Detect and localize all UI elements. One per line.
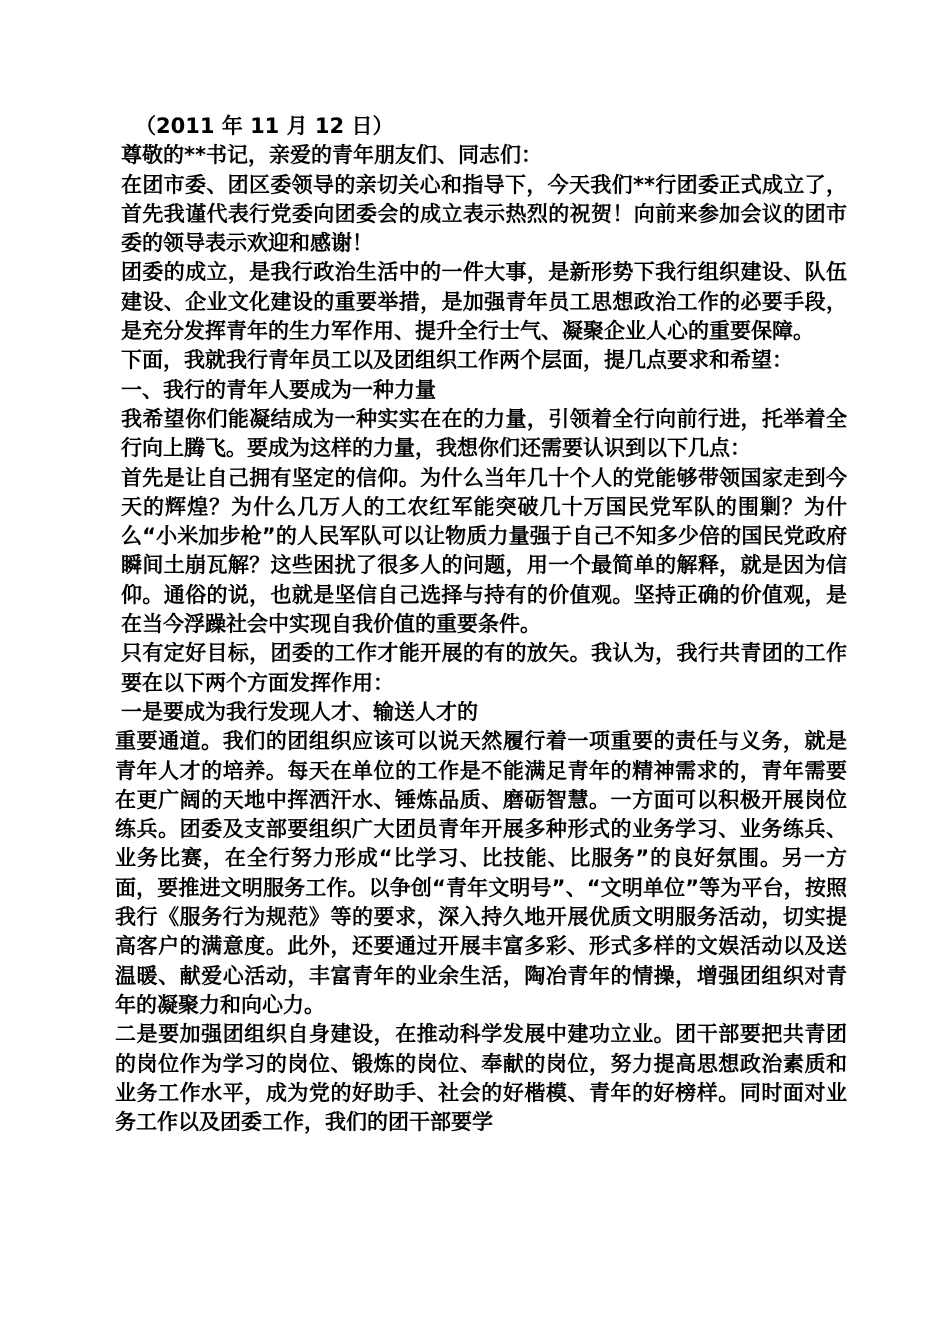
paragraph-significance: 团委的成立，是我行政治生活中的一件大事，是新形势下我行组织建设、队伍建设、企业文化建设的重要举措，是加强青年员工思想政治工作的必要手段，是充分发挥青年的生力军作用、提升全行士气、凝聚企业人心的重要保障。 [121, 260, 847, 344]
paragraph-belief: 首先是让自己拥有坚定的信仰。为什么当年几十个人的党能够带领国家走到今天的辉煌？为什么几万人的工农红军能突破几十万国民党军队的围剿？为什么“小米加步枪”的人民军队可以让物质力量强于自己不知多少倍的国民党政府瞬间土崩瓦解？这些困扰了很多人的问题，用一个最简单的解释，就是因为信仰。通俗的说，也就是坚信自己选择与持有的价值观。坚持正确的价值观，是在当今浮躁社会中实现自我价值的重要条件。 [121, 465, 847, 637]
paragraph-goals: 只有定好目标，团委的工作才能开展的有的放矢。我认为，我行共青团的工作要在以下两个方面发挥作用： [121, 641, 847, 695]
paragraph-intro: 下面，我就我行青年员工以及团组织工作两个层面，提几点要求和希望： [121, 348, 793, 373]
paragraph-force: 我希望你们能凝结成为一种实实在在的力量，引领着全行向前行进，托举着全行向上腾飞。要成为这样的力量，我想你们还需要认识到以下几点： [121, 406, 847, 461]
paragraph-point-2: 二是要加强团组织自身建设，在推动科学发展中建功立业。团干部要把共青团的岗位作为学习的岗位、锻炼的岗位、奉献的岗位，努力提高思想政治素质和业务工作水平，成为党的好助手、社会的好楷模、青年的好榜样。同时面对业务工作以及团委工作，我们的团干部要学 [115, 1022, 847, 1135]
paragraph-point-1-body: 重要通道。我们的团组织应该可以说天然履行着一项重要的责任与义务，就是青年人才的培养。每天在单位的工作是不能满足青年的精神需求的，青年需要在更广阔的天地中挥洒汗水、锤炼品质、磨砺智慧。一方面可以积极开展岗位练兵。团委及支部要组织广大团员青年开展多种形式的业务学习、业务练兵、业务比赛，在全行努力形成“比学习、比技能、比服务”的良好氛围。另一方面，要推进文明服务工作。以争创“青年文明号”、“文明单位”等为平台，按照我行《服务行为规范》等的要求，深入持久地开展优质文明服务活动，切实提高客户的满意度。此外，还要通过开展丰富多彩、形式多样的文娱活动以及送温暖、献爱心活动，丰富青年的业余生活，陶冶青年的情操，增强团组织对青年的凝聚力和向心力。 [115, 729, 847, 1017]
speech-date: （2011 年 11 月 12 日） [135, 114, 394, 138]
document-body [115, 112, 847, 1137]
salutation: 尊敬的**书记，亲爱的青年朋友们、同志们： [121, 143, 542, 168]
paragraph-point-1-heading: 一是要成为我行发现人才、输送人才的 [121, 699, 478, 724]
paragraph-opening: 在团市委、团区委领导的亲切关心和指导下，今天我们**行团委正式成立了，首先我谨代表行党委向团委会的成立表示热烈的祝贺！向前来参加会议的团市委的领导表示欢迎和感谢！ [121, 172, 847, 256]
section-heading-1: 一、我行的青年人要成为一种力量 [121, 377, 436, 402]
